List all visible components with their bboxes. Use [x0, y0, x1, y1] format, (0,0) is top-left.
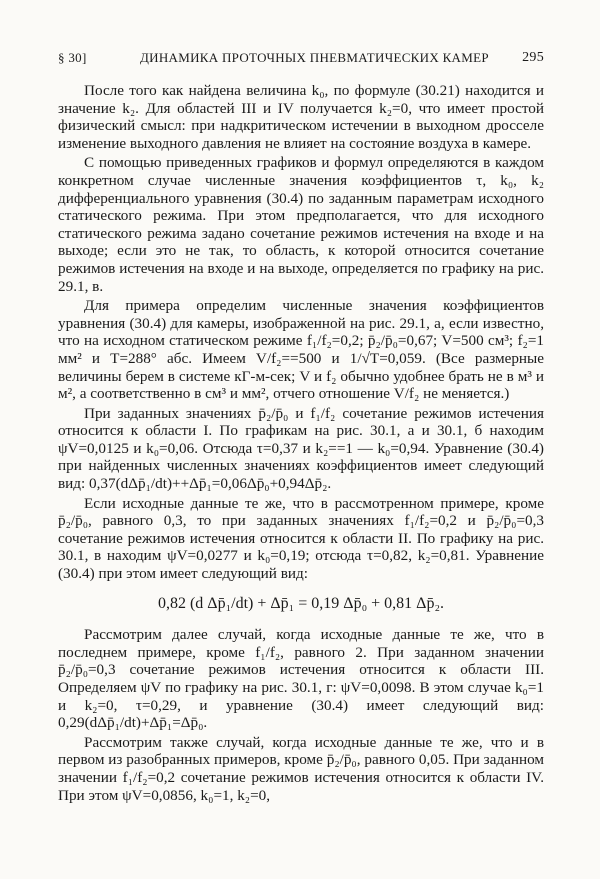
page-number: 295	[522, 50, 544, 65]
paragraph: Для примера определим численные значения коэффициентов уравнения (30.4) для камеры, изображенной на рис. 29.1, а, если известно, что на исходном статическом режиме f₁/f₂=0,2; p̄₂/p̄₀=0,67; V=500 см³; f₂=1 мм² и T=288° абс. Имеем V/f₂==500 и 1/√T=0,059. (Все размерные величины берем в системе кГ-м-сек; V и f₂ обычно удобнее брать не в м³ и м², а соответственно в см³ и мм², отчего отношение V/f₂ не меняется.)	[58, 297, 544, 403]
paragraph: После того как найдена величина k₀, по формуле (30.21) находится и значение k₂. Для областей III и IV получается k₂=0, что имеет простой физический смысл: при надкритическом истечении в выходном дросселе изменение выходного давления не влияет на состояние воздуха в камере.	[58, 82, 544, 152]
paragraph: Рассмотрим также случай, когда исходные данные те же, что и в первом из разобранных примеров, кроме p̄₂/p̄₀, равного 0,05. При заданном значении f₁/f₂=0,2 сочетание режимов истечения относится к области IV. При этом ψV=0,0856, k₀=1, k₂=0,	[58, 733, 544, 804]
paragraph: При заданных значениях p̄₂/p̄₀ и f₁/f₂ сочетание режимов истечения относится к области I. По графикам на рис. 30.1, а и 30.1, б находим ψV=0,0125 и k₀=0,06. Отсюда τ=0,37 и k₂==1 — k₀=0,94. Уравнение (30.4) при найденных численных значениях коэффициентов имеет следующий вид: 0,37(dΔp̄₁/dt)++Δp̄₁=0,06Δp̄₀+0,94Δp̄₂.	[58, 404, 544, 493]
paragraph: Если исходные данные те же, что в рассмотренном примере, кроме p̄₂/p̄₀, равного 0,3, то при заданных значениях f₁/f₂=0,2 и p̄₂/p̄₀=0,3 сочетание режимов истечения относится к области II. По графику на рис. 30.1, в находим ψV=0,0277 и k₀=0,19; отсюда τ=0,82, k₂=0,81. Уравнение (30.4) при этом имеет следующий вид:	[58, 494, 544, 583]
body-text	[58, 82, 544, 804]
running-title: ДИНАМИКА ПРОТОЧНЫХ ПНЕВМАТИЧЕСКИХ КАМЕР	[140, 50, 489, 65]
display-formula: 0,82 (d Δp̄₁/dt) + Δp̄₁ = 0,19 Δp̄₀ + 0,81 Δp̄₂.	[157, 594, 445, 612]
section-marker: § 30]	[58, 50, 87, 65]
paragraph: Рассмотрим далее случай, когда исходные данные те же, что в последнем примере, кроме f₁/f₂, равного 2. При заданном значении p̄₂/p̄₀=0,3 сочетание режимов истечения относится к области III. Определяем ψV по графику на рис. 30.1, г: ψV=0,0098. В этом случае k₀=1 и k₂=0, τ=0,29, и уравнение (30.4) имеет следующий вид: 0,29(dΔp̄₁/dt)+Δp̄₁=Δp̄₀.	[58, 626, 544, 732]
paragraph: С помощью приведенных графиков и формул определяются в каждом конкретном случае численные значения коэффициентов τ, k₀, k₂ дифференциального уравнения (30.4) по заданным параметрам исходного статического режима. При этом предполагается, что для исходного статического режима задано сочетание режимов истечения на входе и на выходе; если это не так, то область, к которой относится сочетание режимов истечения на входе и на выходе, определяется по графику на рис. 29.1, в.	[58, 154, 544, 295]
running-header	[58, 50, 544, 70]
